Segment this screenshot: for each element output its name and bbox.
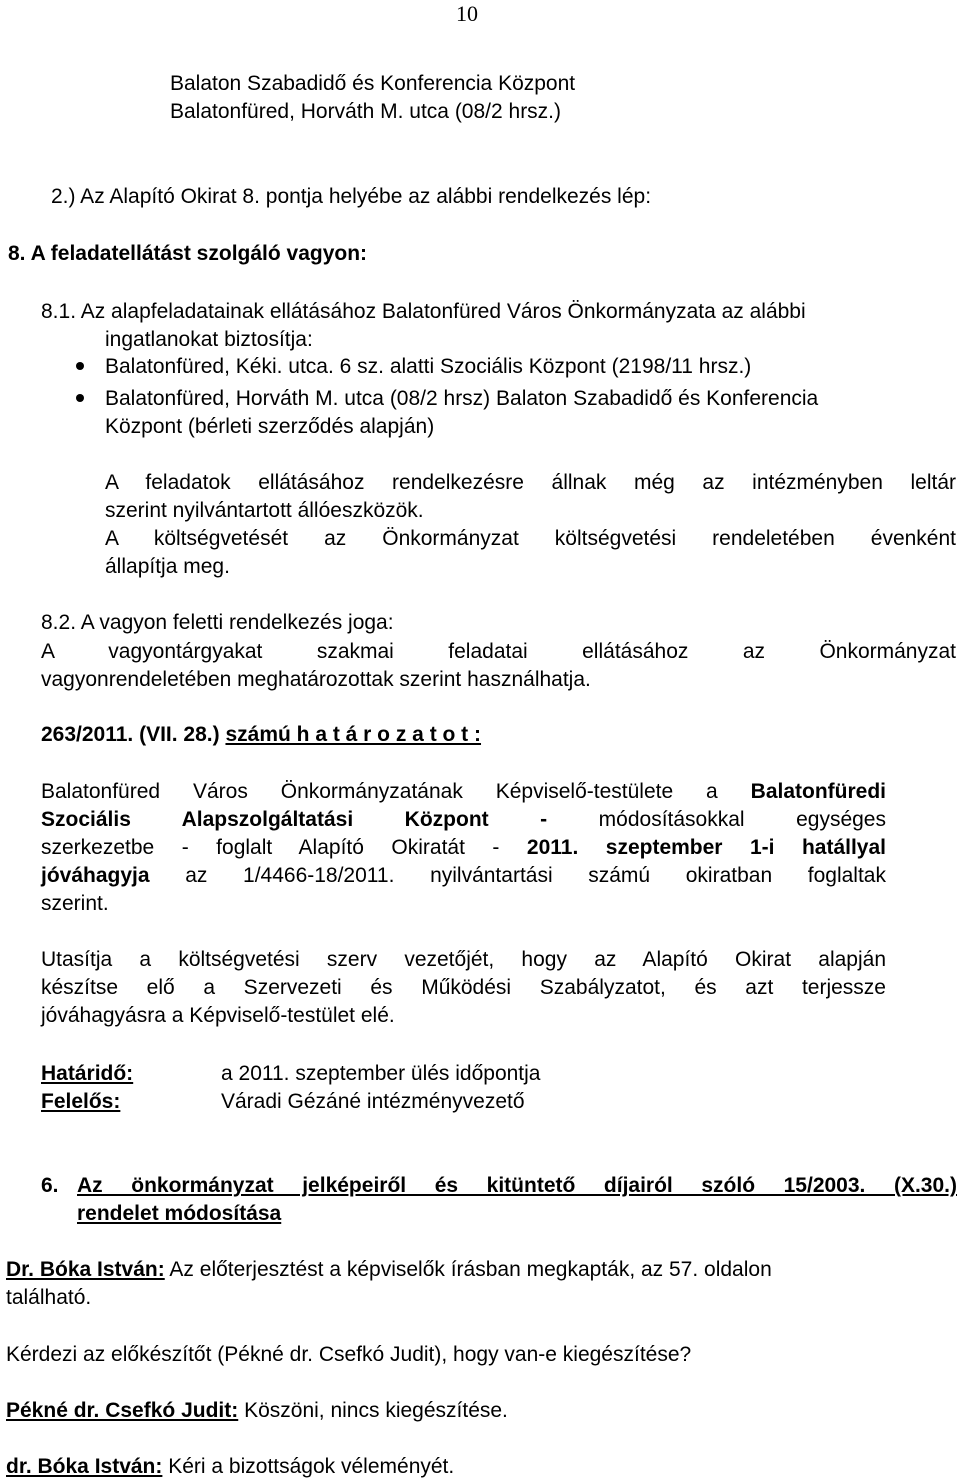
resolution-heading bbox=[41, 723, 481, 747]
speaker-name: Pékné dr. Csefkó Judit: bbox=[6, 1399, 239, 1422]
bullet-icon bbox=[76, 394, 84, 402]
header-line-1: Balaton Szabadidő és Konferencia Központ bbox=[170, 72, 576, 95]
item-6-title-line-1: Az önkormányzat jelképeiről és kitüntető díjairól szóló 15/2003. (X.30.) bbox=[77, 1174, 957, 1197]
section-8-2-line-2: A vagyontárgyakat szakmai feladatai ellátásához az Önkormányzat bbox=[41, 640, 956, 663]
bullet-1-text: Balatonfüred, Kéki. utca. 6 sz. alatti Szociális Központ (2198/11 hrsz.) bbox=[105, 355, 752, 378]
section-8-1-line-1: 8.1. Az alapfeladatainak ellátásához Balatonfüred Város Önkormányzata az alábbi bbox=[41, 300, 806, 323]
text-span-bold: jóváhagyja bbox=[41, 864, 150, 887]
bullet-2-line-1: Balatonfüred, Horváth M. utca (08/2 hrsz) Balaton Szabadidő és Konferencia bbox=[105, 387, 819, 410]
bullet-icon bbox=[76, 362, 84, 370]
deadline-label: Határidő: bbox=[41, 1062, 134, 1085]
dialog-entry-1-cont: található. bbox=[6, 1286, 92, 1309]
section-8-1-line-2: ingatlanokat biztosítja: bbox=[105, 328, 313, 351]
text-span-bold: Balatonfüredi bbox=[750, 780, 886, 803]
page-number: 10 bbox=[456, 1, 478, 26]
resolution-p1-line-4 bbox=[41, 864, 886, 888]
text-span: módosításokkal egységes bbox=[598, 808, 886, 831]
resolution-p2-line-3: jóváhagyásra a Képviselő-testület elé. bbox=[41, 1004, 395, 1027]
speaker-name: dr. Bóka István: bbox=[6, 1455, 163, 1478]
dialog-entry-4 bbox=[6, 1455, 454, 1479]
speaker-text: Köszöni, nincs kiegészítése. bbox=[244, 1399, 508, 1422]
resolution-p2-line-1: Utasítja a költségvetési szerv vezetőjét, hogy az Alapító Okirat alapján bbox=[41, 948, 886, 971]
text-span: az 1/4466-18/2011. nyilvántartási számú okiratban foglaltak bbox=[185, 864, 886, 887]
resolution-p1-line-5: szerint. bbox=[41, 892, 109, 915]
section-8-2-line-3: vagyonrendeletében meghatározottak szerint használhatja. bbox=[41, 668, 591, 691]
section-8-2-line-1: 8.2. A vagyon feletti rendelkezés joga: bbox=[41, 611, 394, 634]
speaker-text: Kéri a bizottságok véleményét. bbox=[168, 1455, 455, 1478]
para-1-line-2: szerint nyilvántartott állóeszközök. bbox=[105, 499, 424, 522]
text-span: szerkezetbe - foglalt Alapító Okiratát - bbox=[41, 836, 500, 859]
para-2-line-2: állapítja meg. bbox=[105, 555, 230, 578]
resolution-number: 263/2011. (VII. 28.) bbox=[41, 723, 220, 746]
responsible-value: Váradi Gézáné intézményvezető bbox=[221, 1090, 525, 1113]
text-span: Balatonfüred Város Önkormányzatának Képviselő-testülete a bbox=[41, 780, 718, 803]
item-6-title-line-2: rendelet módosítása bbox=[77, 1202, 282, 1225]
resolution-p1-line-2 bbox=[41, 808, 886, 832]
resolution-p1-line-1 bbox=[41, 780, 886, 804]
speaker-text: Az előterjesztést a képviselők írásban megkapták, az 57. oldalon bbox=[169, 1258, 772, 1281]
dialog-entry-3 bbox=[6, 1399, 508, 1423]
deadline-value: a 2011. szeptember ülés időpontja bbox=[221, 1062, 541, 1085]
item-6-number: 6. bbox=[41, 1174, 59, 1197]
dialog-entry-2: Kérdezi az előkészítőt (Pékné dr. Csefkó Judit), hogy van-e kiegészítése? bbox=[6, 1343, 692, 1366]
section-8-title: 8. A feladatellátást szolgáló vagyon: bbox=[8, 242, 368, 265]
resolution-title: számú h a t á r o z a t o t : bbox=[225, 723, 482, 746]
dialog-entry-1 bbox=[6, 1258, 772, 1282]
bullet-2-line-2: Központ (bérleti szerződés alapján) bbox=[105, 415, 435, 438]
speaker-name: Dr. Bóka István: bbox=[6, 1258, 165, 1281]
text-span-bold: 2011. szeptember 1-i hatállyal bbox=[526, 836, 886, 859]
responsible-label: Felelős: bbox=[41, 1090, 121, 1113]
resolution-p2-line-2: készítse elő a Szervezeti és Működési Szabályzatot, és azt terjessze bbox=[41, 976, 886, 999]
para-1-line-1: A feladatok ellátásához rendelkezésre állnak még az intézményben leltár bbox=[105, 471, 956, 494]
point-2-text: 2.) Az Alapító Okirat 8. pontja helyébe az alábbi rendelkezés lép: bbox=[51, 185, 652, 208]
header-line-2: Balatonfüred, Horváth M. utca (08/2 hrsz.) bbox=[170, 100, 562, 123]
text-span-bold: Szociális Alapszolgáltatási Központ - bbox=[41, 808, 548, 831]
para-2-line-1: A költségvetését az Önkormányzat költségvetési rendeletében évenként bbox=[105, 527, 956, 550]
resolution-p1-line-3 bbox=[41, 836, 886, 860]
